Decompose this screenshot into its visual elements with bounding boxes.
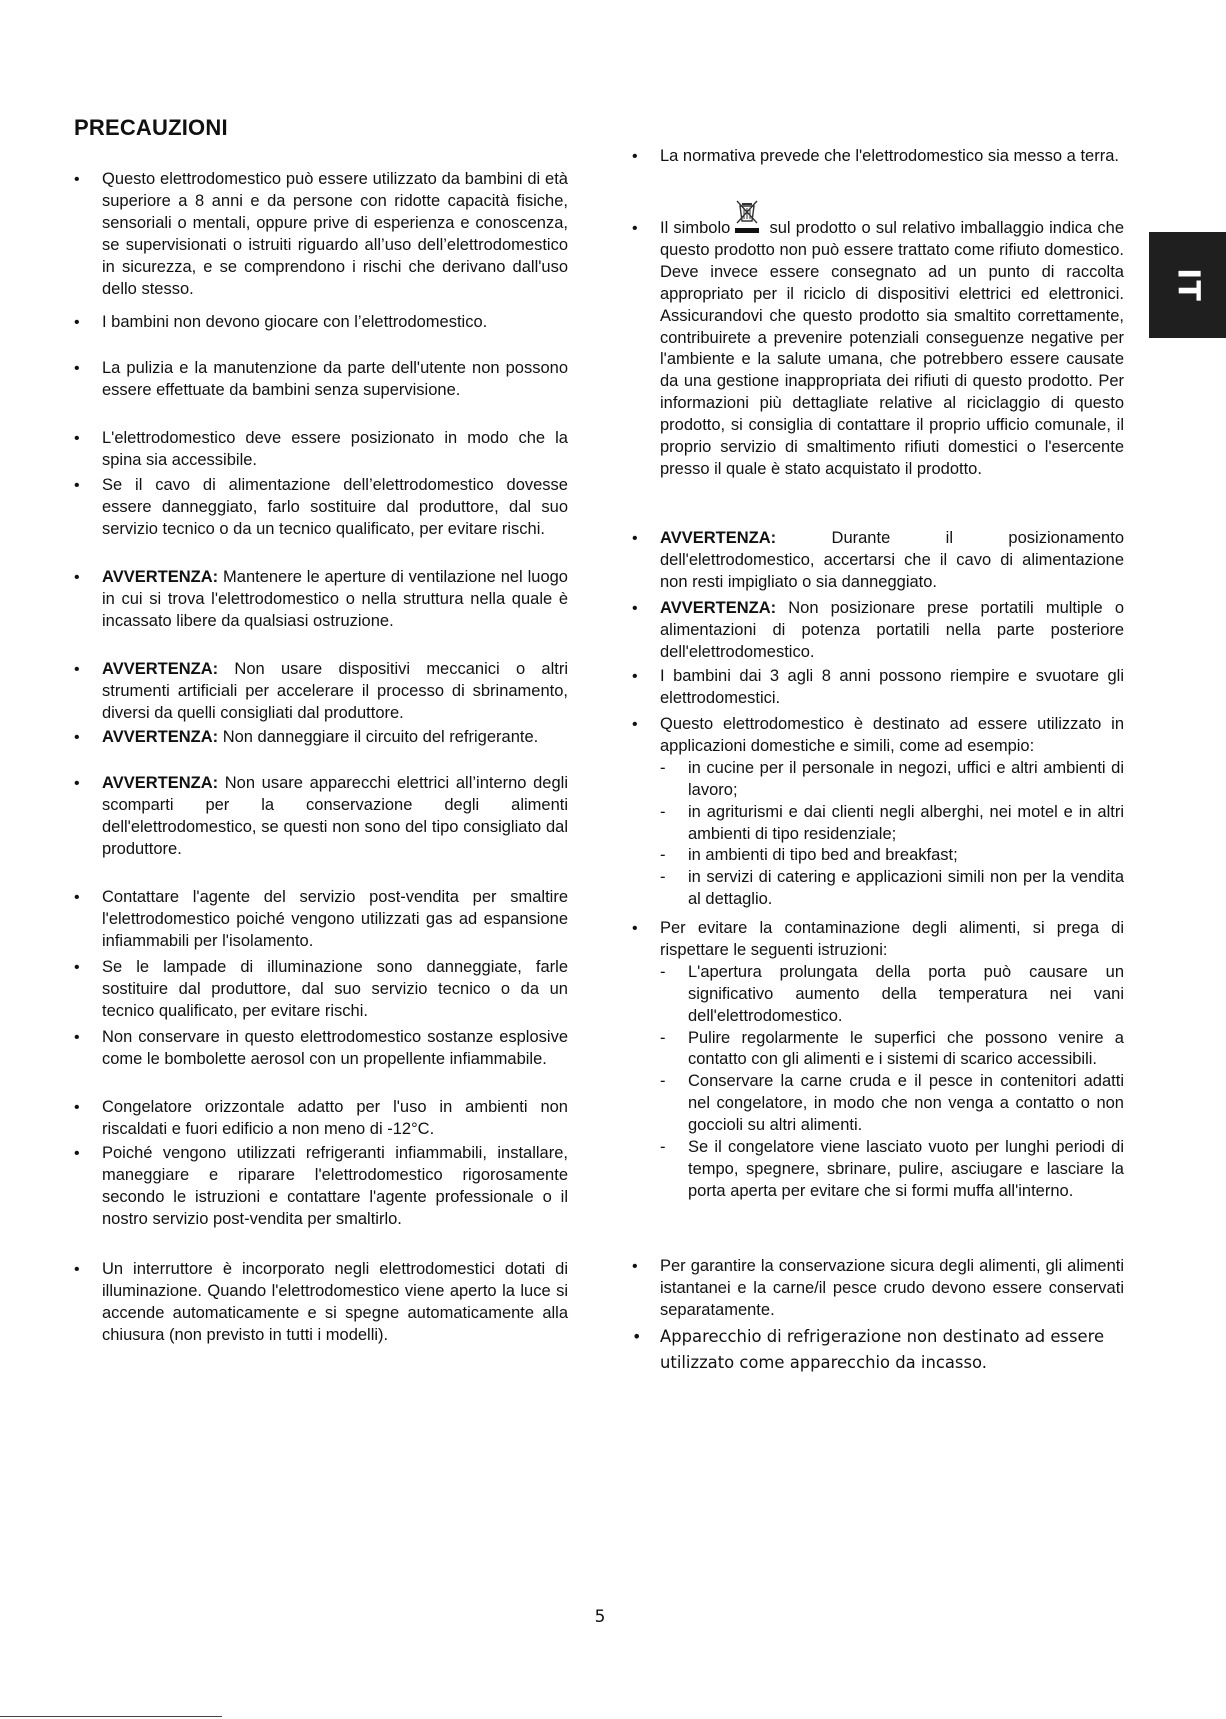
left-bullet-item [74,1259,568,1347]
sub-list-item [660,802,1124,846]
bullet-text: Congelatore orizzontale adatto per l'uso in ambienti non riscaldati e fuori edificio a non meno di -12°C. [102,1098,568,1138]
bullet-text: Per garantire la conservazione sicura degli alimenti, gli alimenti istantanei e la carne/il pesce crudo devono essere conservati separatamente. [660,1257,1124,1319]
language-tab [1149,232,1226,338]
bullet-text: Non conservare in questo elettrodomestico sostanze esplosive come le bombolette aerosol con un propellente infiammabile. [102,1028,568,1068]
bullet-text: Non posizionare prese portatili multiple o alimentazioni di potenza portatili nella parte posteriore dell'elettrodomestico. [660,599,1124,661]
bullet-text: Non usare apparecchi elettrici all’interno degli scomparti per la conservazione degli alimenti dell'elettrodomestico, se questi non sono del tipo consigliato dal produttore. [102,774,568,858]
left-bullet-item [74,957,568,1023]
sub-list-item [660,1071,1124,1137]
page-heading: PRECAUZIONI [74,115,228,140]
sub-list [660,962,1124,1203]
footer-rule [0,1716,222,1717]
bullet-text: L'elettrodomestico deve essere posizionato in modo che la spina sia accessibile. [102,429,568,469]
bullet-text: Apparecchio di refrigerazione non destinato ad essere utilizzato come apparecchio da incasso. [660,1327,1105,1372]
bullet-text: Non usare dispositivi meccanici o altri strumenti artificiali per accelerare il processo di sbrinamento, diversi da quelli consigliati dal produttore. [102,660,568,722]
right-bullet-item [632,598,1124,664]
bullet-icon: • [74,477,80,494]
sub-list-item [660,1137,1124,1203]
bullet-icon: • [74,569,80,586]
warning-label: AVVERTENZA: [102,568,219,586]
left-bullet-item [74,887,568,953]
bullet-icon: • [74,1145,80,1162]
bullet-icon: • [74,360,80,377]
bullet-icon: • [74,729,80,746]
right-bullet-item [632,714,1124,911]
left-bullet-item [74,358,568,402]
dash-icon: - [660,962,666,981]
sub-list-text: in cucine per il personale in negozi, uffici e altri ambienti di lavoro; [688,758,1124,799]
sub-list-text: Se il congelatore viene lasciato vuoto per lunghi periodi di tempo, spegnere, sbrinare, pulire, asciugare e lasciare la porta aperta per evitare che si formi muffa all'interno. [688,1138,1124,1200]
right-bullet-item [632,528,1124,594]
left-bullet-item [74,475,568,541]
sub-list-item [660,758,1124,802]
dash-icon: - [660,846,666,865]
bullet-text: Contattare l'agente del servizio post-vendita per smaltire l'elettrodomestico poiché vengono utilizzati gas ad espansione infiammabili per l'isolamento. [102,888,568,950]
left-bullet-item [74,567,568,633]
sub-list-text: in servizi di catering e applicazioni simili non per la vendita al dettaglio. [688,868,1124,909]
bullet-icon: • [632,220,638,237]
bullet-text: Durante il posizionamento dell'elettrodomestico, accertarsi che il cavo di alimentazione non resti impigliato o sia danneggiato. [660,529,1124,591]
bullet-icon: • [632,1327,642,1346]
bullet-icon: • [74,775,80,792]
bullet-icon: • [74,661,80,678]
right-bullet-item [632,146,1124,168]
bullet-text-lead: Il simbolo [660,219,731,237]
bullet-icon: • [632,148,638,165]
warning-label: AVVERTENZA: [660,529,777,547]
sub-list-text: in agriturismi e dai clienti negli alberghi, nei motel e in altri ambienti di tipo residenziale; [688,802,1124,843]
left-bullet-item [74,659,568,725]
warning-label: AVVERTENZA: [102,728,219,746]
right-bullet-item [632,666,1124,710]
warning-label: AVVERTENZA: [660,599,777,617]
bullet-text: Un interruttore è incorporato negli elettrodomestici dotati di illuminazione. Quando l'elettrodomestico viene aperto la luce si accende automaticamente e si spegne automaticamente alla chiusura (non previsto in tutti i modelli). [102,1260,568,1344]
dash-icon: - [660,758,666,777]
bullet-text: Non danneggiare il circuito del refrigerante. [218,728,539,746]
bullet-text: Poiché vengono utilizzati refrigeranti infiammabili, installare, maneggiare e riparare l'elettrodomestico rigorosamente secondo le istruzioni e contattare l'agente professionale o il nostro servizio post-vendita per smaltirlo. [102,1144,568,1228]
bullet-text: Mantenere le aperture di ventilazione nel luogo in cui si trova l'elettrodomestico o nella struttura nella quale è incassato libere da qualsiasi ostruzione. [102,568,568,630]
bullet-icon: • [74,1099,80,1116]
bullet-icon: • [74,171,80,188]
bullet-icon: • [74,1261,80,1278]
bullet-text: Per evitare la contaminazione degli alimenti, si prega di rispettare le seguenti istruzioni: [660,919,1124,959]
right-bullet-item [632,918,1124,1203]
dash-icon: - [660,802,666,821]
bullet-icon: • [632,668,638,685]
sub-list-item [660,845,1124,867]
bullet-icon: • [632,920,638,937]
bullet-icon: • [74,314,80,331]
right-bullet-item [632,218,1124,481]
right-bullet-item [632,1324,1124,1376]
bullet-icon: • [632,530,638,547]
language-tab-label: IT [1170,268,1205,302]
left-bullet-item [74,428,568,472]
sub-list-item [660,962,1124,1028]
left-bullet-item [74,312,568,334]
warning-label: AVVERTENZA: [102,660,219,678]
bullet-icon: • [632,600,638,617]
left-bullet-item [74,773,568,861]
right-bullet-item [632,1256,1124,1322]
left-bullet-item [74,1143,568,1231]
sub-list-text: in ambienti di tipo bed and breakfast; [688,846,958,865]
sub-list-text: Pulire regolarmente le superfici che possono venire a contatto con gli alimenti e i sistemi di scarico accessibili. [688,1028,1124,1069]
page-number: 5 [594,1607,606,1627]
sub-list-text: L'apertura prolungata della porta può causare un significativo aumento della temperatura nei vani dell'elettrodomestico. [688,962,1124,1025]
bullet-text: Questo elettrodomestico può essere utilizzato da bambini di età superiore a 8 anni e da persone con ridotte capacità fisiche, sensoriali o mentali, oppure prive di esperienza e conoscenza, se supervisionati o istruiti riguardo all’uso dell’elettrodomestico in sicurezza, e se comprendono i rischi che derivano dall'uso dello stesso. [102,170,568,298]
left-bullet-item [74,169,568,300]
bullet-icon: • [74,889,80,906]
dash-icon: - [660,1072,666,1091]
bullet-text: sul prodotto o sul relativo imballaggio indica che questo prodotto non può essere trattato come rifiuto domestico. Deve invece essere consegnato ad un punto di raccolta appropriato per il riciclo di dispositivi elettrici ed elettronici. Assicurandovi che questo prodotto sia smaltito correttamente, contribuirete a prevenire potenziali conseguenze negative per l'ambiente e la salute umana, che potrebbero essere causate da una gestione inappropriata dei rifiuti di questo prodotto. Per informazioni più dettagliate relative al riciclaggio di questo prodotto, si consiglia di contattare il proprio ufficio comunale, il proprio servizio di smaltimento rifiuti domestici o l'esercente presso il quale è stato acquistato il prodotto. [660,219,1124,478]
bullet-text: La pulizia e la manutenzione da parte dell'utente non possono essere effettuate da bambini senza supervisione. [102,359,568,399]
bullet-icon: • [74,1029,80,1046]
left-bullet-item [74,727,568,749]
dash-icon: - [660,1028,666,1047]
warning-label: AVVERTENZA: [102,774,219,792]
bullet-text: Se il cavo di alimentazione dell’elettrodomestico dovesse essere danneggiato, farlo sostituire dal produttore, dal suo servizio tecnico o da un tecnico qualificato, per evitare rischi. [102,476,568,538]
dash-icon: - [660,1138,666,1157]
bullet-text: I bambini non devono giocare con l’elettrodomestico. [102,313,488,331]
dash-icon: - [660,868,666,887]
left-bullet-item [74,1027,568,1071]
bullet-icon: • [632,716,638,733]
bullet-text: La normativa prevede che l'elettrodomestico sia messo a terra. [660,147,1119,165]
sub-list-item [660,1028,1124,1072]
sub-list-item [660,867,1124,911]
bullet-icon: • [632,1258,638,1275]
sub-list-text: Conservare la carne cruda e il pesce in contenitori adatti nel congelatore, in modo che non venga a contatto o non goccioli su altri alimenti. [688,1072,1124,1135]
left-bullet-item [74,1097,568,1141]
weee-crossed-bin-icon [734,219,760,233]
bullet-icon: • [74,959,80,976]
bullet-icon: • [74,430,80,447]
bullet-text: Questo elettrodomestico è destinato ad essere utilizzato in applicazioni domestiche e simili, come ad esempio: [660,715,1124,755]
bullet-text: Se le lampade di illuminazione sono danneggiate, farle sostituire dal produttore, dal suo servizio tecnico o da un tecnico qualificato, per evitare rischi. [102,958,568,1020]
bullet-text: I bambini dai 3 agli 8 anni possono riempire e svuotare gli elettrodomestici. [660,667,1124,707]
sub-list [660,758,1124,911]
